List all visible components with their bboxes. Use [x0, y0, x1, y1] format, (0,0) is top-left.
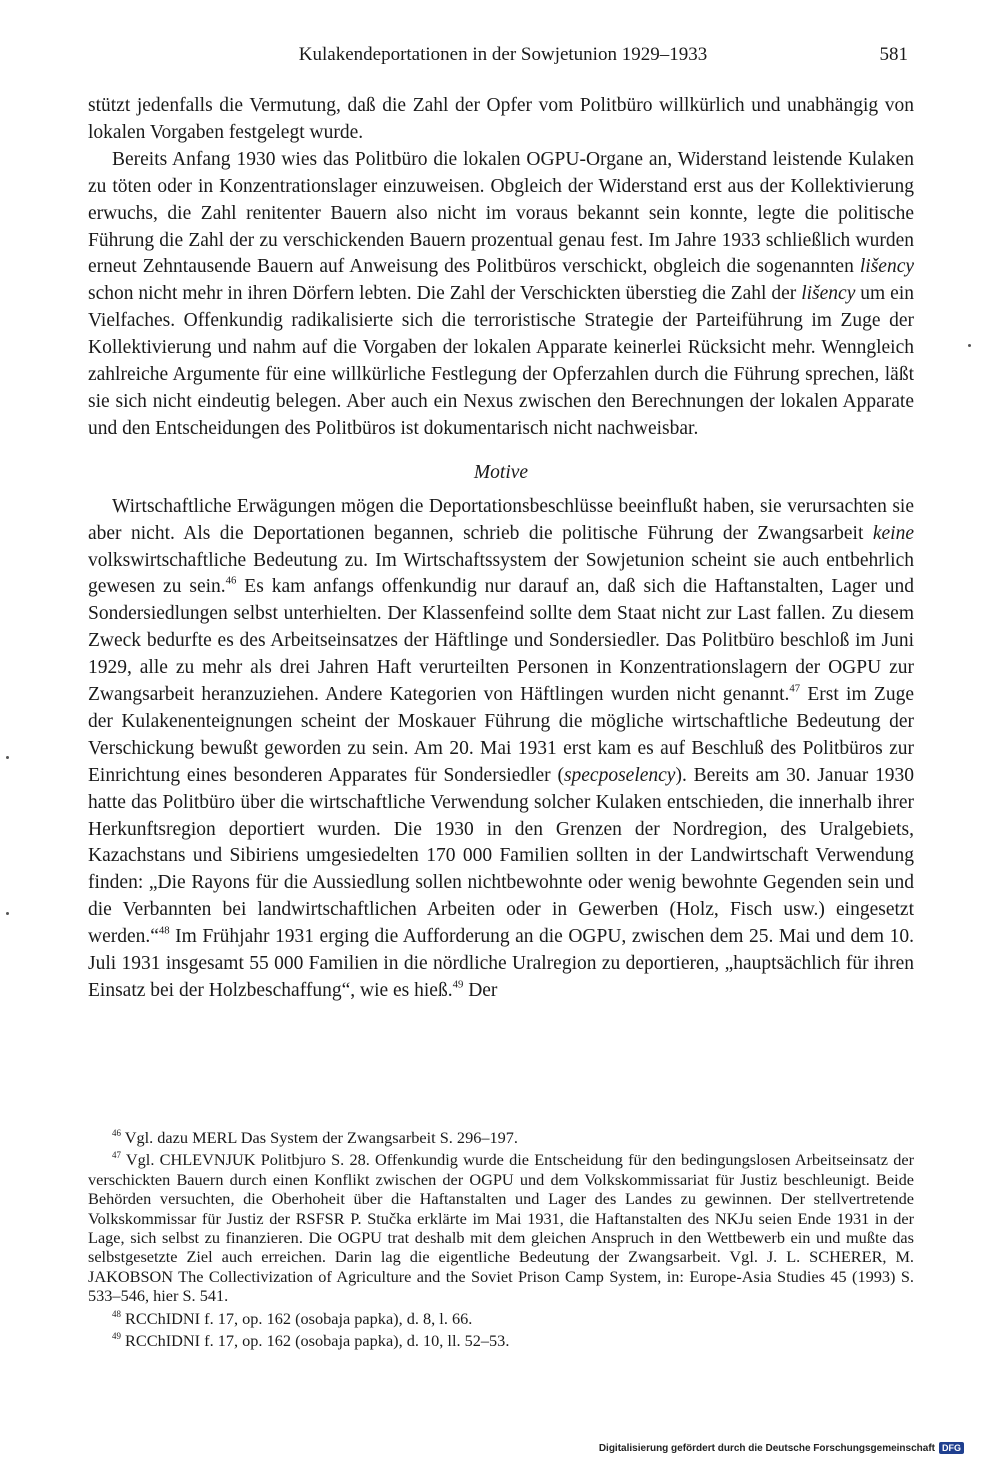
- page-number: 581: [879, 44, 908, 65]
- paragraph-text: Im Frühjahr 1931 erging die Aufforderung an die OGPU, zwischen dem 25. Mai und dem 10. Juli 1931 insgesamt 55 000 Familien in die nördliche Uralregion zu deportieren, „hauptsächlich für ihren Einsatz bei der Holzbeschaffung“, wie es hieß.: [88, 926, 914, 1001]
- footnote-number: 47: [112, 1150, 121, 1161]
- footnote: [88, 1331, 914, 1350]
- footnote-ref-48[interactable]: 48: [158, 924, 170, 937]
- paragraph-text: volkswirtschaftliche Bedeutung zu. Im Wirtschaftssystem der Sowjetunion scheint sie auch entbehrlich gewesen zu sein.: [88, 549, 914, 598]
- paragraph-continuation: [88, 93, 914, 147]
- paragraph-text: schon nicht mehr in ihren Dörfern lebten. Die Zahl der Verschickten überstieg die Zahl der: [88, 283, 802, 305]
- footnote-number: 49: [112, 1330, 121, 1341]
- footnote-ref-46[interactable]: 46: [225, 574, 237, 587]
- digitization-notice: [599, 1442, 964, 1454]
- running-title: Kulakendeportationen in der Sowjetunion 1929–1933: [298, 44, 708, 65]
- paragraph-text: Wirtschaftliche Erwägungen mögen die Deportationsbeschlüsse beeinflußt haben, sie verursachten sie aber nicht. Als die Deportationen begannen, schrieb die politische Führung der Zwangsarbeit: [88, 495, 914, 544]
- paragraph-text: stützt jedenfalls die Vermutung, daß die Zahl der Opfer vom Politbüro willkürlich und unabhängig von lokalen Vorgaben festgelegt wurde.: [88, 95, 914, 143]
- scan-speck: [968, 344, 971, 347]
- footnote: [88, 1309, 914, 1328]
- paragraph-text: ). Bereits am 30. Januar 1930 hatte das Politbüro über die wirtschaftliche Verwendung solcher Kulaken entschieden, die innerhalb ihrer Herkunftsregion deportiert wurden. Die 1930 in den Grenzen der Nordregion, des Uralgebiets, Kazachstans und Sibiriens umgesiedelten 170 000 Familien sollten in der Landwirtschaft Verwendung finden: „Die Rayons für die Aussiedlung sollen nichtbewohnte oder wenig bewohnte Gegenden sein und die Verbannten bei landwirtschaftlichen Arbeiten oder in Gewerben (Holz, Fisch usw.) eingesetzt werden.“: [88, 764, 914, 948]
- italic-term: specposelency: [563, 764, 676, 786]
- footnote-text: RCChIDNI f. 17, op. 162 (osobaja papka), d. 10, ll. 52–53.: [120, 1331, 510, 1351]
- italic-term: lišency: [859, 256, 914, 278]
- footnote-text: Vgl. dazu MERL Das System der Zwangsarbeit S. 296–197.: [120, 1128, 518, 1147]
- scan-speck: [6, 912, 9, 915]
- paragraph: [88, 494, 914, 1005]
- paragraph: [88, 147, 914, 443]
- footnote-number: 48: [112, 1308, 121, 1319]
- body-text: [88, 93, 914, 1005]
- footnote-number: 46: [112, 1127, 121, 1138]
- footnote-ref-47[interactable]: 47: [789, 682, 801, 695]
- dfg-logo-icon: DFG: [939, 1442, 964, 1454]
- paragraph-text: Der: [463, 980, 498, 1001]
- paragraph-text: um ein Vielfaches. Offenkundig radikalisierte sich die terroristische Strategie der Parteiführung im Zuge der Kollektivierung und nahm auf die Vorgaben der lokalen Apparate keinerlei Rücksicht mehr. Wenngleich zahlreiche Argumente für eine willkürliche Festlegung der Opferzahlen durch die Führung sprechen, läßt sie sich nicht eindeutig belegen. Aber auch ein Nexus zwischen den Berechnungen der lokalen Apparate und den Entscheidungen des Politbüros ist dokumentarisch nicht nachweisbar.: [88, 283, 914, 439]
- italic-emphasis: keine: [872, 522, 914, 544]
- footnote: [88, 1150, 914, 1305]
- running-header: [88, 40, 918, 70]
- section-heading: Motive: [473, 461, 529, 483]
- digitization-notice-text: Digitalisierung gefördert durch die Deutsche Forschungsgemeinschaft: [598, 1442, 935, 1454]
- paragraph-text: Es kam anfangs offenkundig nur darauf an, daß sich die Haftanstalten, Lager und Sondersiedlungen selbst unterhielten. Der Klassenfeind sollte dem Staat nicht zur Last fallen. Zu diesem Zweck bedurfte es des Arbeitseinsatzes der Häftlinge und Sondersiedler. Das Politbüro beschloß im Juni 1929, alle zu mehr als drei Jahren Haft verurteilten Personen in Konzentrationslagern der OGPU zur Zwangsarbeit heranzuziehen. Andere Kategorien von Häftlingen wurden nicht genannt.: [88, 576, 914, 706]
- italic-term: lišency: [801, 283, 856, 305]
- footnote-text: Vgl. CHLEVNJUK Politbjuro S. 28. Offenkundig wurde die Entscheidung für den bedingungslosen Arbeitseinsatz der verschickten Bauern durch einen Konflikt zwischen der OGPU und dem Volkskommissariat für Justiz beschleunigt. Beide Behörden versuchten, die Oberhoheit über die Haftanstalten und Lager des Landes zu gewinnen. Der stellvertretende Volkskommissar für Justiz der RSFSR P. Stučka erklärte im Mai 1931, die Haftanstalten des NKJu seien Ende 1931 in der Lage, sich selbst zu finanzieren. Die OGPU trat deshalb mit dem gleichen Anspruch in den Wettbewerb ein und mußte das selbstgesetzte Ziel auch erreichen. Darin lag die eigentliche Bedeutung der Zwangsarbeit. Vgl. J. L. SCHERER, M. JAKOBSON The Collectivization of Agriculture and the Soviet Prison Camp System, in: Europe-Asia Studies 45 (1993) S. 533–546, hier S. 541.: [88, 1150, 914, 1306]
- footnotes: [88, 1128, 914, 1350]
- footnote-text: RCChIDNI f. 17, op. 162 (osobaja papka), d. 8, l. 66.: [120, 1308, 473, 1328]
- footnote: [88, 1128, 914, 1147]
- footnote-ref-49[interactable]: 49: [452, 978, 464, 991]
- paragraph-text: Erst im Zuge der Kulakenenteignungen scheint der Moskauer Führung die mögliche wirtschaftliche Bedeutung der Verschickung bewußt geworden zu sein. Am 20. Mai 1931 erst kam es auf Beschluß des Politbüros zur Einrichtung eines besonderen Apparates für Sondersiedler (: [88, 684, 914, 786]
- scan-speck: [6, 756, 9, 759]
- paragraph-text: Bereits Anfang 1930 wies das Politbüro die lokalen OGPU-Organe an, Widerstand leistende Kulaken zu töten oder in Konzentrationslager einzuweisen. Obgleich der Widerstand erst aus der Kollektivierung erwuchs, die Zahl renitenter Bauern also nicht im voraus bekannt sein konnte, legte die politische Führung die Zahl der zu verschickenden Bauern prozentual genau fest. Im Jahre 1933 schließlich wurden erneut Zehntausende Bauern auf Anweisung des Politbüros verschickt, obgleich die sogenannten: [88, 148, 914, 278]
